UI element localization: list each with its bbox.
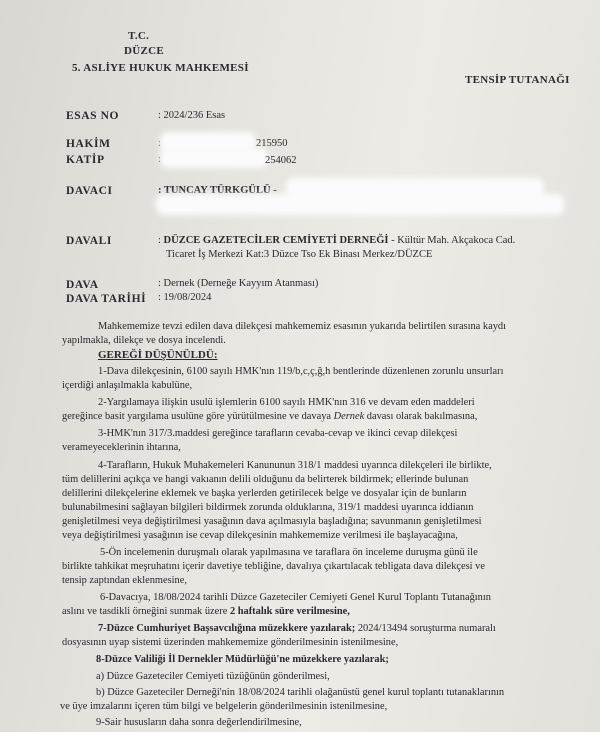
item-7-rest: 2024/13494 soruşturma numaralı	[355, 623, 496, 634]
item-8-line-1: 8-Düzce Valiliği İl Dernekler Müdürlüğü'ne müzekkere yazılarak;	[96, 654, 389, 665]
header-tc: T.C.	[128, 30, 150, 42]
item-4-line-4: bulunabilmesini sağlayan bilgileri bildirmek zorunda olduklarına, 319/1 maddesi uyarınca iddianın	[62, 502, 474, 513]
gereği-heading: GEREĞİ DÜŞÜNÜLDÜ:	[98, 349, 218, 361]
item-5-line-3: tensip zaptından eklenmesine,	[62, 575, 187, 586]
item-2-line-1: 2-Yargılamaya ilişkin usulü işlemlerin 6100 sayılı HMK'nın 316 ve devam eden maddeleri	[98, 397, 475, 408]
katip-label: KATİP	[66, 154, 105, 166]
redaction-katip	[164, 152, 264, 164]
item-4-line-6: veya değiştirilmesi yasağının ise cevap dilekçesinin mahkememize verilmesi ile başlayacağına,	[62, 530, 458, 541]
davali-name: DÜZCE GAZETECİLER CEMİYETİ DERNEĞİ	[163, 235, 389, 246]
hakim-prefix: :	[158, 138, 161, 149]
intro-line-1: Mahkememize tevzi edilen dava dilekçesi mahkememiz esasının yukarıda belirtilen sırasına kaydı	[98, 321, 506, 332]
item-7-bold: 7-Düzce Cumhuriyet Başsavcılığına müzekkere yazılarak;	[98, 623, 356, 634]
item-8-line-4: ve üye imzalarını içeren tüm bilgi ve belgelerin gönderilmesinin istenilmesine,	[60, 701, 388, 712]
item-4-line-5: genişletilmesi veya değiştirilmesi yasağının dava açılmasıyla başladığına; savunmanın genişletilmesi	[62, 516, 482, 527]
item-3-line-2: verameyeceklerinin ihtarına,	[62, 442, 181, 453]
davali-line1	[158, 235, 515, 246]
hakim-label: HAKİM	[66, 138, 111, 150]
item-3-line-1: 3-HMK'nın 317/3.maddesi gereğince tarafların cevaba-cevap ve ikinci cevap dilekçesi	[98, 428, 458, 439]
redaction-hakim	[164, 136, 252, 148]
item-6-line-1: 6-Davacıya, 18/08/2024 tarihli Düzce Gazeteciler Cemiyeti Genel Kurul Toplantı Tutanağının	[100, 592, 491, 603]
item-6-text: aslını ve tasdikli örneğini sunmak üzere	[62, 606, 230, 617]
item-2-text: gereğince basit yargılama usulüne göre yürütülmesine ve davaya	[62, 411, 334, 422]
redaction-davaci-2	[160, 198, 560, 211]
hakim-visible: 215950	[256, 138, 288, 149]
item-6-bold: 2 haftalık süre verilmesine,	[229, 606, 350, 617]
item-4-line-3: delillerini dilekçelerine eklemek ve başka yerlerden getirilecek belge ve dosyalar için de bunların	[62, 488, 467, 499]
item-2-line-2	[62, 412, 477, 422]
item-5-line-2: birlikte tahkikat meşruhatını içerir davetiye tebliğine, davalıya çıkartılacak tebligata dava dilekçesi ve	[62, 561, 485, 572]
katip-visible: 254062	[265, 155, 297, 166]
dava-tarihi-value: : 19/08/2024	[158, 292, 212, 303]
item-8-line-2: a) Düzce Gazeteciler Cemiyeti tüzüğünün gönderilmesi,	[96, 671, 330, 682]
document-title: TENSİP TUTANAĞI	[465, 74, 570, 86]
item-9-line-1: 9-Sair hususların daha sonra değerlendirilmesine,	[96, 717, 302, 728]
davali-label: DAVALI	[66, 235, 113, 247]
redaction-davaci-1	[290, 182, 540, 196]
intro-line-2: yapılmakla, dilekçe ve dosya incelendi.	[62, 335, 226, 346]
davali-addr2: Ticaret İş Merkezi Kat:3 Düzce Tso Ek Binası Merkez/DÜZCE	[166, 249, 433, 260]
esas-label: ESAS NO	[66, 110, 120, 122]
dava-tarihi-label: DAVA TARİHİ	[66, 293, 147, 305]
item-4-line-1: 4-Tarafların, Hukuk Muhakemeleri Kanununun 318/1 maddesi uyarınca dilekçeleri ile birlikte,	[98, 460, 492, 471]
katip-prefix: :	[158, 154, 161, 165]
header-city: DÜZCE	[124, 45, 165, 57]
item-4-line-2: tüm delillerini açıkça ve hangi vakıanın delili olduğunu da belirterek bildirmek; ellerinde bulunan	[62, 474, 469, 485]
header-court: 5. ASLİYE HUKUK MAHKEMESİ	[72, 62, 249, 74]
item-2-end: davası olarak bakılmasına,	[364, 411, 478, 422]
dava-value: : Dernek (Derneğe Kayyım Atanması)	[158, 278, 319, 289]
davali-prefix: :	[158, 235, 164, 246]
davaci-value: : TUNCAY TÜRKGÜLÜ -	[158, 185, 277, 196]
item-1-line-1: 1-Dava dilekçesinin, 6100 sayılı HMK'nın 119/b,c,ç,ğ,h bentlerinde düzenlenen zorunlu unsurları	[98, 366, 504, 377]
item-7-line-1	[98, 624, 496, 634]
davali-addr1: - Kültür Mah. Akçakoca Cad.	[388, 235, 516, 246]
item-7-line-2: dosyasının uyap sistemi üzerinden mahkememize gönderilmesinin istenilmesine,	[62, 637, 399, 648]
item-2-dernek: Dernek	[333, 411, 365, 422]
item-1-line-2: içerdiği anlaşılmakla kabulüne,	[62, 380, 193, 391]
item-8-line-3: b) Düzce Gazeteciler Derneği'nin 18/08/2024 tarihli olağanüstü genel kurul toplantı tutanaklarının	[96, 687, 505, 698]
dava-label: DAVA	[66, 279, 99, 291]
davaci-label: DAVACI	[66, 185, 113, 197]
item-6-line-2	[62, 607, 350, 617]
esas-value: : 2024/236 Esas	[158, 110, 226, 121]
item-5-line-1: 5-Ön incelemenin duruşmalı olarak yapılmasına ve taraflara ön inceleme duruşma günü ile	[100, 547, 478, 558]
